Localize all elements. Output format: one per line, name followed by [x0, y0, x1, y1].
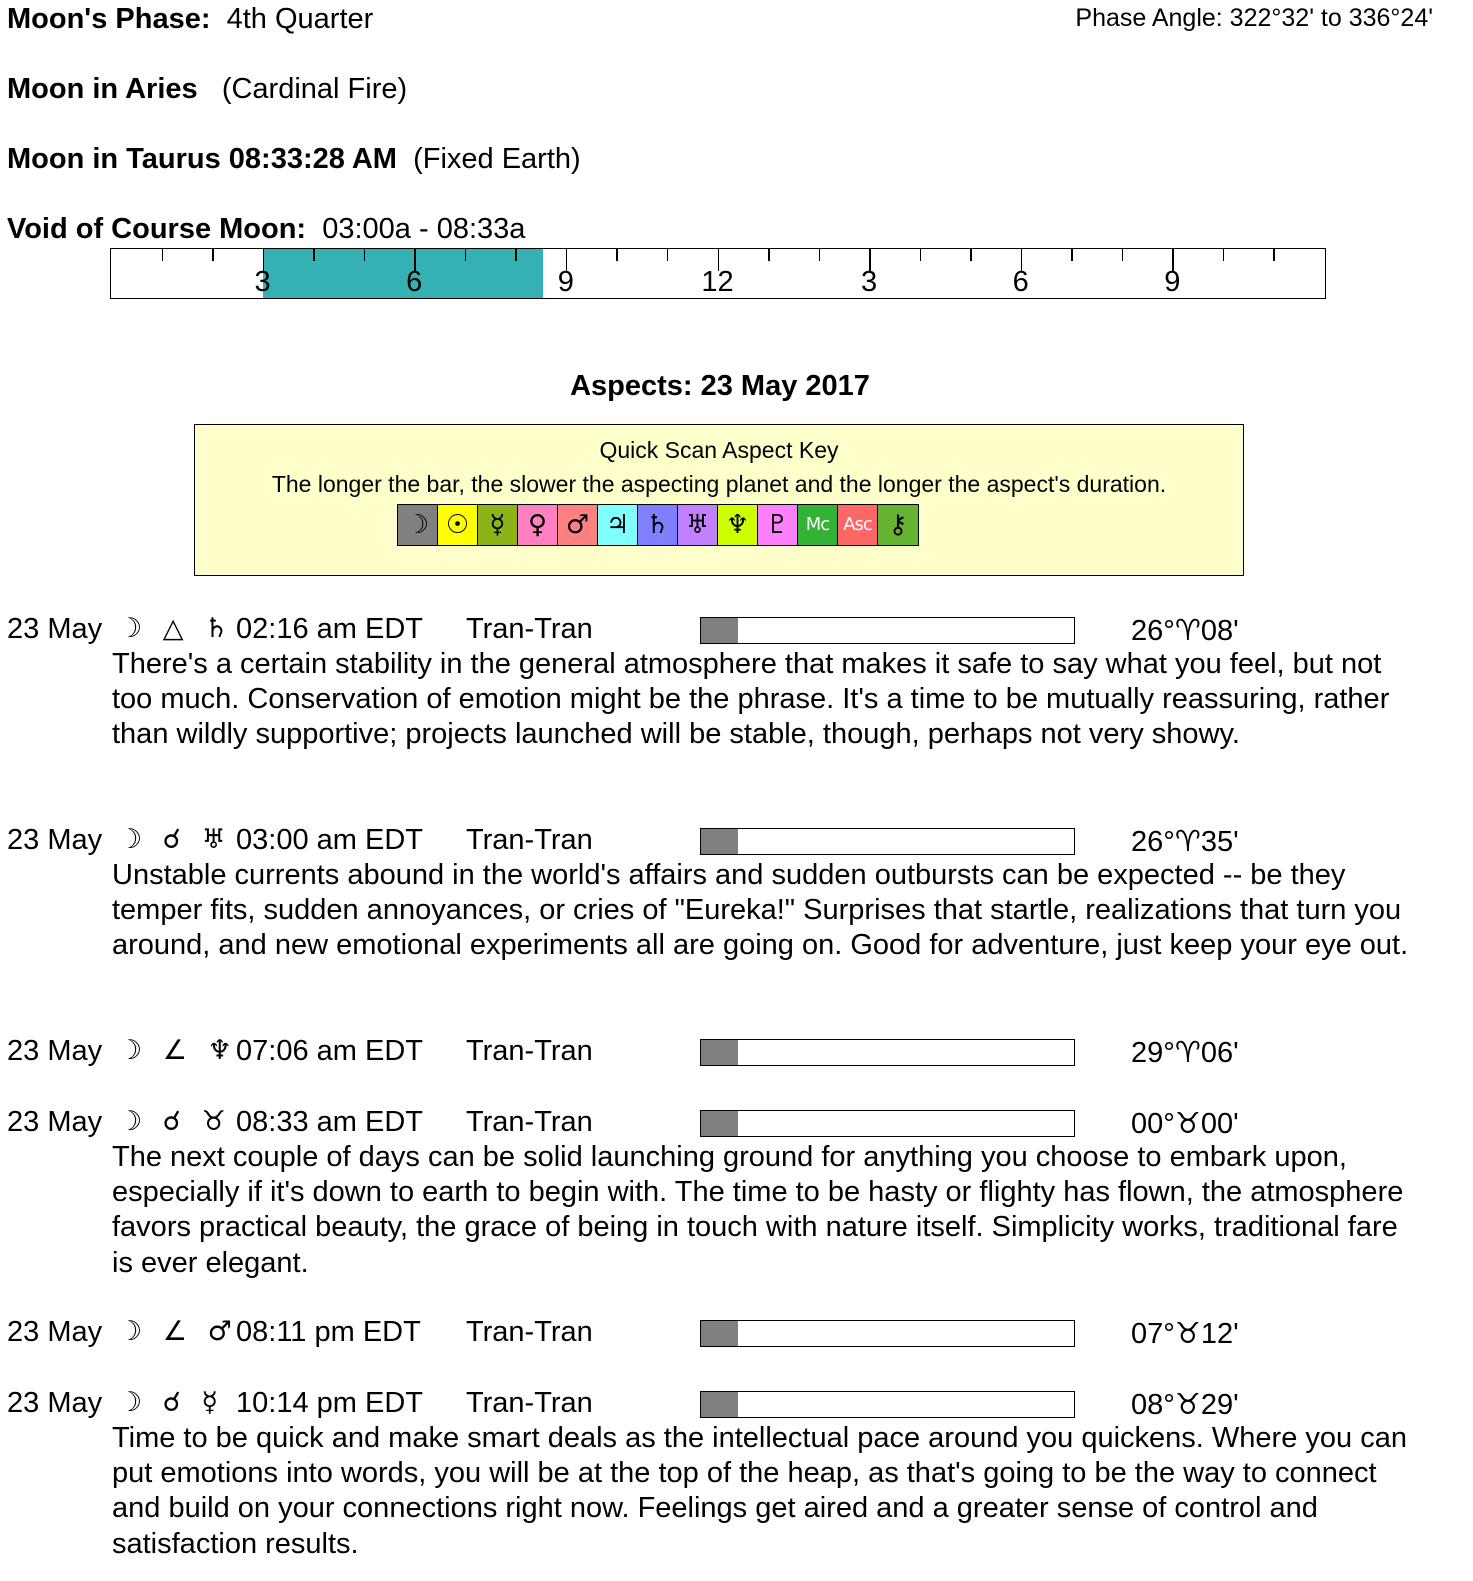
moon-ingress-line	[7, 143, 581, 176]
aspect-time: 10:14 pm EDT	[236, 1387, 423, 1419]
aspect-time: 08:11 pm EDT	[236, 1316, 421, 1348]
timeline-label: 9	[1164, 266, 1181, 298]
timeline-tick	[1223, 249, 1225, 261]
timeline-tick	[970, 249, 972, 261]
venus-icon: ♀	[518, 505, 558, 545]
timeline-label: 3	[861, 266, 878, 298]
void-of-course-line	[7, 213, 525, 246]
phase-angle: Phase Angle: 322°32' to 336°24'	[1075, 4, 1433, 32]
timeline-tick	[1071, 249, 1073, 261]
aspect-position: 00°♉00'	[1131, 1108, 1239, 1140]
aspect-glyph: ☽ △ ♄	[118, 613, 235, 644]
aspect-entry	[0, 1035, 1473, 1071]
timeline-tick	[819, 249, 821, 261]
aspect-time: 07:06 am EDT	[236, 1035, 423, 1067]
key-description: The longer the bar, the slower the aspecting planet and the longer the aspect's duration.	[271, 471, 1167, 497]
timeline-tick	[212, 249, 214, 261]
key-title: Quick Scan Aspect Key	[599, 437, 839, 463]
aspect-position: 07°♉12'	[1131, 1318, 1239, 1350]
aspect-type: Tran-Tran	[466, 1106, 593, 1138]
aspect-position: 29°♈06'	[1131, 1037, 1239, 1069]
aspect-header	[0, 824, 1473, 860]
timeline-label: 9	[557, 266, 574, 298]
aspect-position: 08°♉29'	[1131, 1389, 1239, 1421]
timeline-tick	[667, 249, 669, 261]
timeline-tick	[515, 249, 517, 261]
aspect-duration-bar	[700, 1110, 1075, 1137]
timeline-tick	[313, 249, 315, 261]
timeline-tick	[1273, 249, 1275, 261]
aspect-entry	[0, 1387, 1473, 1560]
aspect-glyph: ☽ ☌ ♉	[118, 1106, 232, 1137]
aspect-entry	[0, 613, 1473, 751]
timeline-tick	[465, 249, 467, 261]
uranus-icon: ♅	[678, 505, 718, 545]
aspect-type: Tran-Tran	[466, 613, 593, 645]
moon-ingress-label: Moon in Taurus 08:33:28 AM	[7, 143, 397, 175]
aspect-duration-fill	[701, 1040, 738, 1065]
aspect-date: 23 May	[7, 1387, 103, 1419]
aspect-duration-fill	[701, 1111, 738, 1136]
moon-sign-line	[7, 73, 407, 106]
aspect-duration-bar	[700, 617, 1075, 644]
voc-value: 03:00a - 08:33a	[322, 213, 526, 245]
quick-scan-key	[194, 424, 1244, 576]
moon-sign-label: Moon in Aries	[7, 73, 198, 105]
aspect-duration-bar	[700, 828, 1075, 855]
aspect-glyph: ☽ ☌ ☿	[118, 1387, 225, 1418]
aspect-text: There's a certain stability in the general atmosphere that makes it safe to say what you feel, but not too much. Conservation of emotion might be the phrase. It's a time to be mutually reassuring, rather than wildly supportive; projects launched will be stable, though, perhaps not very showy.	[112, 648, 1390, 751]
timeline-tick	[364, 249, 366, 261]
aspect-entry	[0, 824, 1473, 962]
midheaven-icon: Mc	[798, 505, 838, 545]
aspect-position: 26°♈08'	[1131, 615, 1239, 647]
aspect-time: 03:00 am EDT	[236, 824, 423, 856]
timeline-label: 6	[406, 266, 423, 298]
aspect-duration-bar	[700, 1039, 1075, 1066]
aspect-header	[0, 1035, 1473, 1071]
neptune-icon: ♆	[718, 505, 758, 545]
aspect-date: 23 May	[7, 1106, 103, 1138]
aspect-type: Tran-Tran	[466, 1035, 593, 1067]
voc-range-fill	[263, 249, 544, 298]
aspect-date: 23 May	[7, 824, 103, 856]
aspect-header	[0, 1316, 1473, 1352]
aspect-duration-bar	[700, 1391, 1075, 1418]
timeline-tick	[162, 249, 164, 261]
mars-icon: ♂	[558, 505, 598, 545]
pluto-icon: ♇	[758, 505, 798, 545]
aspect-duration-bar	[700, 1320, 1075, 1347]
timeline-tick	[1122, 249, 1124, 261]
timeline-tick	[920, 249, 922, 261]
saturn-icon: ♄	[638, 505, 678, 545]
aspect-duration-fill	[701, 1392, 738, 1417]
jupiter-icon: ♃	[598, 505, 638, 545]
aspect-duration-fill	[701, 618, 738, 643]
aspect-position: 26°♈35'	[1131, 826, 1239, 858]
key-swatches	[397, 504, 919, 546]
voc-label: Void of Course Moon:	[7, 213, 307, 245]
moon-icon: ☽	[398, 505, 438, 545]
aspect-type: Tran-Tran	[466, 1387, 593, 1419]
aspect-glyph: ☽ ☌ ♅	[118, 824, 232, 855]
timeline-label: 3	[254, 266, 271, 298]
moon-ingress-element: (Fixed Earth)	[413, 143, 581, 175]
aspect-glyph: ☽ ∠ ♂	[118, 1316, 238, 1347]
moon-phase-value: 4th Quarter	[226, 3, 374, 35]
aspect-type: Tran-Tran	[466, 1316, 593, 1348]
moon-sign-element: (Cardinal Fire)	[221, 73, 408, 105]
chiron-icon: ⚷	[878, 505, 918, 545]
aspect-type: Tran-Tran	[466, 824, 593, 856]
aspect-header	[0, 1106, 1473, 1142]
sun-icon: ☉	[438, 505, 478, 545]
aspect-date: 23 May	[7, 1035, 103, 1067]
aspect-header	[0, 613, 1473, 649]
voc-timeline	[110, 248, 1326, 299]
aspects-title: Aspects: 23 May 2017	[570, 370, 870, 402]
aspect-text: The next couple of days can be solid launching ground for anything you choose to embark upon, especially if it's down to earth to begin with. The time to be hasty or flighty has flown, the atmosphere favors practical beauty, the grace of being in touch with nature itself. Simplicity works, traditional fare is ever elegant.	[112, 1141, 1404, 1279]
aspect-time: 02:16 am EDT	[236, 613, 423, 645]
aspect-date: 23 May	[7, 1316, 103, 1348]
moon-phase-label: Moon's Phase:	[7, 3, 211, 35]
aspect-text: Time to be quick and make smart deals as the intellectual pace around you quickens. Where you can put emotions into words, you will be at the top of the heap, as that's going to be the way to connect and build on your connections right now. Feelings get aired and a greater sense of control and satisfaction results.	[112, 1422, 1407, 1560]
aspect-text: Unstable currents abound in the world's affairs and sudden outbursts can be expected -- be they temper fits, sudden annoyances, or cries of "Eureka!" Surprises that startle, realizations that turn you around, and new emotional experiments all are going on. Good for adventure, just keep your eye out.	[112, 859, 1409, 962]
aspect-duration-fill	[701, 1321, 738, 1346]
moon-phase-line	[7, 3, 373, 36]
timeline-tick	[768, 249, 770, 261]
ascendant-icon: Asc	[838, 505, 878, 545]
aspect-header	[0, 1387, 1473, 1423]
timeline-label: 6	[1012, 266, 1029, 298]
aspect-duration-fill	[701, 829, 738, 854]
aspect-entry	[0, 1316, 1473, 1352]
aspect-glyph: ☽ ∠ ♆	[118, 1035, 238, 1066]
aspect-date: 23 May	[7, 613, 103, 645]
aspect-time: 08:33 am EDT	[236, 1106, 423, 1138]
aspect-entry	[0, 1106, 1473, 1279]
timeline-label: 12	[701, 266, 734, 298]
timeline-tick	[616, 249, 618, 261]
mercury-icon: ☿	[478, 505, 518, 545]
